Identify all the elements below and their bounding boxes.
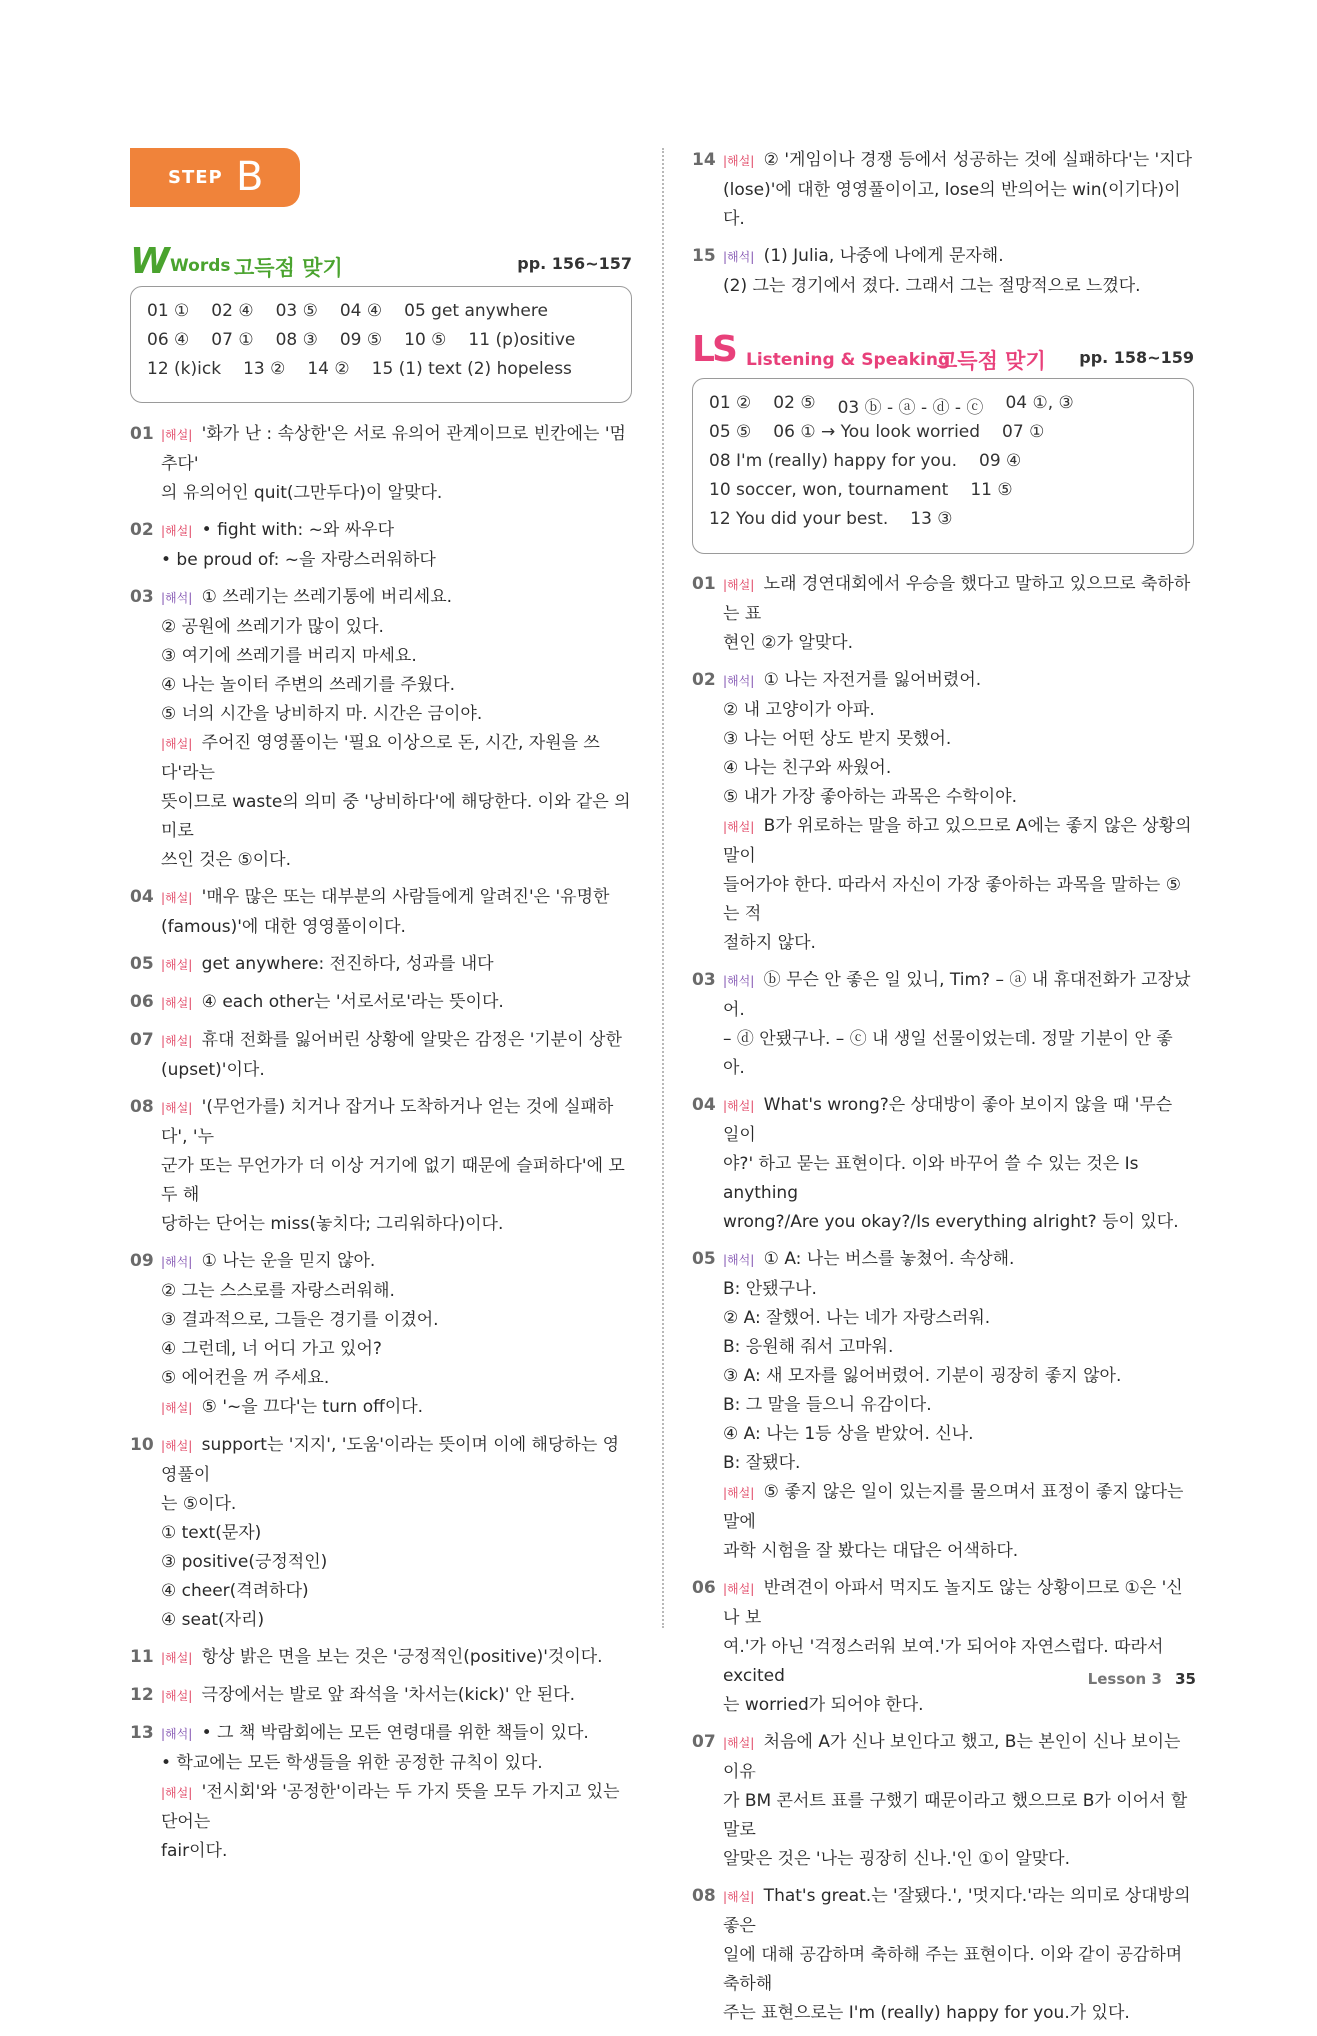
explanation-line: |해설| That's great.는 '잘됐다.', '멋지다.'라는 의미로 상대방의 좋은 [723, 1886, 1191, 1936]
answer-item: 06 ① → You look worried [773, 422, 981, 442]
explanation-line: 절하지 않다. [723, 933, 816, 953]
explanation-line: • 학교에는 모든 학생들을 위한 공정한 규칙이 있다. [161, 1753, 543, 1773]
explanation-line: ④ 나는 놀이터 주변의 쓰레기를 주웠다. [161, 675, 455, 695]
question-number: 04 [130, 887, 154, 907]
explanation-line: 현인 ②가 알맞다. [723, 633, 853, 653]
question-body [130, 1026, 632, 1085]
explanation-line: |해설| '매우 많은 또는 대부분의 사람들에게 알려진'은 '유명한 [161, 887, 610, 907]
explanation-line: |해설| '(무언가를) 치거나 잡거나 도착하거나 얻는 것에 실패하다', '누 [161, 1097, 614, 1147]
question-number: 05 [130, 954, 154, 974]
explanation-line: B: 그 말을 들으니 유감이다. [723, 1395, 932, 1415]
question-body [692, 1091, 1194, 1237]
explanation-line: B: 잘됐다. [723, 1453, 801, 1473]
explanation-line: |해석| ① 나는 자전거를 잃어버렸어. [723, 670, 982, 690]
explanation-line: ② 그는 스스로를 자랑스러워해. [161, 1281, 395, 1301]
question-number: 09 [130, 1251, 154, 1271]
answer-row [709, 480, 1177, 509]
explanation-line: |해설| ⑤ 좋지 않은 일이 있는지를 물으며서 표정이 좋지 않다는 말에 [723, 1482, 1184, 1532]
question-body [130, 1681, 632, 1711]
answer-item: 14 ② [307, 359, 350, 379]
question-body [130, 1643, 632, 1673]
answer-item: 02 ④ [211, 301, 254, 321]
question-body [130, 1247, 632, 1423]
answer-item: 13 ② [243, 359, 286, 379]
explanation-line: |해설| '화가 난 : 속상한'은 서로 유의어 관계이므로 빈칸에는 '멈추다' [161, 424, 626, 474]
explanation-line: B: 안됐구나. [723, 1279, 817, 1299]
explanation-line: |해설| 휴대 전화를 잃어버린 상황에 알맞은 감정은 '기분이 상한 [161, 1030, 622, 1050]
answer-item: 13 ③ [910, 509, 953, 529]
explanation-line: 는 ⑤이다. [161, 1494, 237, 1514]
explanation-line: (upset)'이다. [161, 1060, 265, 1080]
question-body [130, 1093, 632, 1239]
words-section-header [130, 241, 632, 284]
question-number: 07 [692, 1732, 716, 1752]
ls-title: 고득점 맞기 [937, 349, 1046, 373]
question-number: 11 [130, 1647, 154, 1667]
answer-row [147, 359, 615, 388]
question-item [130, 1093, 632, 1239]
explanation-line: |해설| 주어진 영영풀이는 '필요 이상으로 돈, 시간, 자원을 쓰다'라는 [161, 733, 600, 783]
question-number: 01 [130, 424, 154, 444]
question-body [130, 883, 632, 942]
explanation-line: |해석| ① 쓰레기는 쓰레기통에 버리세요. [161, 587, 453, 607]
explanation-line: ③ A: 새 모자를 잃어버렸어. 기분이 굉장히 좋지 않아. [723, 1366, 1122, 1386]
explanation-line: fair이다. [161, 1841, 228, 1861]
question-number: 06 [130, 992, 154, 1012]
question-item [692, 1882, 1194, 2028]
question-number: 14 [692, 150, 716, 170]
words-explanations-continued [692, 146, 1194, 309]
question-body [130, 1431, 632, 1635]
answer-item: 11 (p)ositive [468, 330, 576, 350]
question-item [130, 1431, 632, 1635]
question-body [692, 1574, 1194, 1720]
explanation-line: ② 공원에 쓰레기가 많이 있다. [161, 617, 384, 637]
explanation-line: |해설| ④ each other는 '서로서로'라는 뜻이다. [161, 992, 504, 1012]
answer-row [709, 422, 1177, 451]
question-item [130, 883, 632, 942]
explanation-line: ⑤ 내가 가장 좋아하는 과목은 수학이야. [723, 787, 1017, 807]
question-item [130, 950, 632, 980]
question-body [130, 1719, 632, 1866]
answer-item: 05 get anywhere [404, 301, 548, 321]
explanation-line: ⑤ 에어컨을 꺼 주세요. [161, 1368, 330, 1388]
answer-row [709, 451, 1177, 480]
ls-logo-icon: LS [692, 329, 735, 370]
question-body [692, 570, 1194, 658]
explanation-line: (2) 그는 경기에서 졌다. 그래서 그는 절망적으로 느꼈다. [723, 276, 1141, 296]
question-number: 08 [692, 1886, 716, 1906]
answer-row [709, 509, 1177, 538]
question-body [130, 516, 632, 575]
explanation-line: • be proud of: ~을 자랑스러워하다 [161, 550, 436, 570]
ls-explanations [692, 570, 1194, 2036]
explanation-line: ⑤ 너의 시간을 낭비하지 마. 시간은 금이야. [161, 704, 483, 724]
words-explanations [130, 420, 632, 1874]
explanation-line: |해설| 극장에서는 발로 앞 좌석을 '차서는(kick)' 안 된다. [161, 1685, 576, 1705]
explanation-line: |해설| B가 위로하는 말을 하고 있으므로 A에는 좋지 않은 상황의 말이 [723, 816, 1192, 866]
question-item [130, 516, 632, 575]
answer-item: 07 ① [1002, 422, 1045, 442]
explanation-line: 일에 대해 공감하며 축하해 주는 표현이다. 이와 같이 공감하며 축하해 [723, 1945, 1183, 1994]
explanation-line: ① text(문자) [161, 1523, 262, 1543]
question-number: 08 [130, 1097, 154, 1117]
answer-item: 12 (k)ick [147, 359, 222, 379]
answer-item: 01 ② [709, 393, 752, 413]
explanation-line: ④ 그런데, 너 어디 가고 있어? [161, 1339, 382, 1359]
words-subtitle: Words [170, 256, 231, 276]
answer-item: 01 ① [147, 301, 190, 321]
explanation-line: |해석| ① 나는 운을 믿지 않아. [161, 1251, 376, 1271]
question-body [692, 242, 1194, 301]
answer-item: 02 ⑤ [773, 393, 816, 413]
question-number: 12 [130, 1685, 154, 1705]
question-body [130, 583, 632, 875]
question-body [692, 1882, 1194, 2028]
explanation-line: ② A: 잘했어. 나는 네가 자랑스러워. [723, 1308, 991, 1328]
answer-item: 12 You did your best. [709, 509, 889, 529]
explanation-line: (lose)'에 대한 영영풀이이고, lose의 반의어는 win(이기다)이다. [723, 180, 1181, 229]
explanation-line: ③ 나는 어떤 상도 받지 못했어. [723, 729, 952, 749]
answer-row [709, 393, 1177, 422]
explanation-line: 알맞은 것은 '나는 굉장히 신나.'인 ①이 알맞다. [723, 1849, 1070, 1869]
explanation-line: 여.'가 아닌 '걱정스러워 보여.'가 되어야 자연스럽다. 따라서 excited [723, 1637, 1164, 1686]
question-number: 04 [692, 1095, 716, 1115]
explanation-line: ④ A: 나는 1등 상을 받았어. 신나. [723, 1424, 974, 1444]
question-number: 03 [130, 587, 154, 607]
question-number: 10 [130, 1435, 154, 1455]
explanation-line: |해설| 항상 밝은 면을 보는 것은 '긍정적인(positive)'것이다. [161, 1647, 603, 1667]
question-body [692, 966, 1194, 1083]
explanation-line: ③ 여기에 쓰레기를 버리지 마세요. [161, 646, 417, 666]
explanation-line: 의 유의어인 quit(그만두다)이 알맞다. [161, 483, 443, 503]
explanation-line: |해석| ① A: 나는 버스를 놓쳤어. 속상해. [723, 1249, 1015, 1269]
explanation-line: 뜻이므로 waste의 의미 중 '낭비하다'에 해당한다. 이와 같은 의미로 [161, 792, 631, 841]
answer-item: 04 ④ [339, 301, 383, 321]
explanation-line: |해설| ② '게임이나 경쟁 등에서 성공하는 것에 실패하다'는 '지다 [723, 150, 1193, 170]
question-item [692, 1574, 1194, 1720]
explanation-line: – ⓓ 안됐구나. – ⓒ 내 생일 선물이었는데. 정말 기분이 안 좋아. [723, 1029, 1173, 1078]
question-item [130, 1681, 632, 1711]
explanation-line: |해설| 처음에 A가 신나 보인다고 했고, B는 본인이 신나 보이는 이유 [723, 1732, 1181, 1782]
answer-item: 10 soccer, won, tournament [709, 480, 949, 500]
answer-item: 08 ③ [275, 330, 318, 350]
answer-item: 08 I'm (really) happy for you. [709, 451, 958, 471]
question-item [130, 1719, 632, 1866]
step-label: STEP [168, 167, 223, 188]
answer-item: 05 ⑤ [709, 422, 752, 442]
question-item [130, 1643, 632, 1673]
words-logo-icon: W [130, 241, 170, 282]
question-number: 01 [692, 574, 716, 594]
explanation-line: ④ seat(자리) [161, 1610, 265, 1630]
ls-subtitle: Listening & Speaking [746, 350, 951, 370]
answer-row [147, 301, 615, 330]
answer-row [147, 330, 615, 359]
explanation-line: ③ 결과적으로, 그들은 경기를 이겼어. [161, 1310, 439, 1330]
question-item [130, 420, 632, 508]
question-item [130, 988, 632, 1018]
explanation-line: 들어가야 한다. 따라서 자신이 가장 좋아하는 과목을 말하는 ⑤는 적 [723, 875, 1182, 924]
question-number: 02 [692, 670, 716, 690]
question-item [692, 570, 1194, 658]
answer-item: 10 ⑤ [404, 330, 447, 350]
question-number: 03 [692, 970, 716, 990]
answer-item: 03 ⓑ - ⓐ - ⓓ - ⓒ [837, 398, 984, 418]
question-item [692, 966, 1194, 1083]
question-item [130, 1026, 632, 1085]
question-body [692, 1728, 1194, 1874]
answer-item: 07 ① [211, 330, 254, 350]
explanation-line: |해설| '전시회'와 '공정한'이라는 두 가지 뜻을 모두 가지고 있는 단어는 [161, 1782, 620, 1832]
explanation-line: |해설| What's wrong?은 상대방이 좋아 보이지 않을 때 '무슨 일이 [723, 1095, 1173, 1145]
question-body [692, 1245, 1194, 1566]
question-item [692, 1091, 1194, 1237]
question-number: 06 [692, 1578, 716, 1598]
explanation-line: |해설| • fight with: ~와 싸우다 [161, 520, 394, 540]
question-body [692, 666, 1194, 958]
question-item [692, 146, 1194, 234]
explanation-line: B: 응원해 줘서 고마워. [723, 1337, 894, 1357]
explanation-line: ④ 나는 친구와 싸웠어. [723, 758, 892, 778]
answer-item: 04 ①, ③ [1005, 393, 1074, 413]
ls-answer-box [692, 378, 1194, 554]
explanation-line: 당하는 단어는 miss(놓치다; 그리워하다)이다. [161, 1214, 504, 1234]
question-number: 15 [692, 246, 716, 266]
answer-item: 09 ④ [979, 451, 1022, 471]
explanation-line: 가 BM 콘서트 표를 구했기 때문이라고 했으므로 B가 이어서 할 말로 [723, 1791, 1188, 1840]
question-item [692, 242, 1194, 301]
question-number: 07 [130, 1030, 154, 1050]
answer-item: 11 ⑤ [970, 480, 1013, 500]
step-letter: B [236, 154, 264, 200]
explanation-line: ② 내 고양이가 아파. [723, 700, 875, 720]
ls-pages: pp. 158~159 [1079, 348, 1194, 367]
words-answer-box [130, 286, 632, 403]
question-body [130, 988, 632, 1018]
explanation-line: |해설| get anywhere: 전진하다, 성과를 내다 [161, 954, 494, 974]
explanation-line: |해설| 노래 경연대회에서 우승을 했다고 말하고 있으므로 축하하는 표 [723, 574, 1191, 624]
explanation-line: (famous)'에 대한 영영풀이이다. [161, 917, 406, 937]
page-number: 35 [1175, 1670, 1196, 1688]
explanation-line: |해설| 반려견이 아파서 먹지도 놀지도 않는 상황이므로 ①은 '신나 보 [723, 1578, 1183, 1628]
question-item [130, 1247, 632, 1423]
question-item [130, 583, 632, 875]
question-number: 02 [130, 520, 154, 540]
explanation-line: |해석| • 그 책 박람회에는 모든 연령대를 위한 책들이 있다. [161, 1723, 589, 1743]
words-title: 고득점 맞기 [234, 256, 343, 280]
question-item [692, 1728, 1194, 1874]
question-number: 13 [130, 1723, 154, 1743]
answer-item: 15 (1) text (2) hopeless [371, 359, 572, 379]
explanation-line: wrong?/Are you okay?/Is everything alright? 등이 있다. [723, 1212, 1179, 1232]
question-body [130, 950, 632, 980]
answer-item: 03 ⑤ [275, 301, 318, 321]
column-divider [662, 148, 664, 1628]
question-item [692, 1245, 1194, 1566]
explanation-line: 는 worried가 되어야 한다. [723, 1695, 924, 1715]
explanation-line: 야?' 하고 묻는 표현이다. 이와 바꾸어 쓸 수 있는 것은 Is anything [723, 1154, 1139, 1203]
ls-section-header [692, 329, 1194, 373]
explanation-line: ④ cheer(격려하다) [161, 1581, 309, 1601]
explanation-line: 과학 시험을 잘 봤다는 대답은 어색하다. [723, 1541, 1019, 1561]
explanation-line: ③ positive(긍정적인) [161, 1552, 328, 1572]
words-pages: pp. 156~157 [517, 254, 632, 273]
explanation-line: |해석| (1) Julia, 나중에 나에게 문자해. [723, 246, 1004, 266]
answer-item: 09 ⑤ [339, 330, 383, 350]
answer-item: 06 ④ [147, 330, 190, 350]
footer-lesson: Lesson 3 [1087, 1670, 1162, 1688]
question-number: 05 [692, 1249, 716, 1269]
explanation-line: 주는 표현으로는 I'm (really) happy for you.가 있다. [723, 2003, 1130, 2023]
question-body [692, 146, 1194, 234]
page-footer [1088, 1670, 1196, 1688]
explanation-line: |해석| ⓑ 무슨 안 좋은 일 있니, Tim? – ⓐ 내 휴대전화가 고장났어. [723, 970, 1191, 1020]
explanation-line: |해설| ⑤ '~을 끄다'는 turn off이다. [161, 1397, 424, 1417]
step-tab [130, 148, 300, 207]
question-item [692, 666, 1194, 958]
explanation-line: 쓰인 것은 ⑤이다. [161, 850, 291, 870]
question-body [130, 420, 632, 508]
explanation-line: 군가 또는 무언가가 더 이상 거기에 없기 때문에 슬퍼하다'에 모두 해 [161, 1156, 625, 1205]
explanation-line: |해설| support는 '지지', '도움'이라는 뜻이며 이에 해당하는 영영풀이 [161, 1435, 620, 1485]
